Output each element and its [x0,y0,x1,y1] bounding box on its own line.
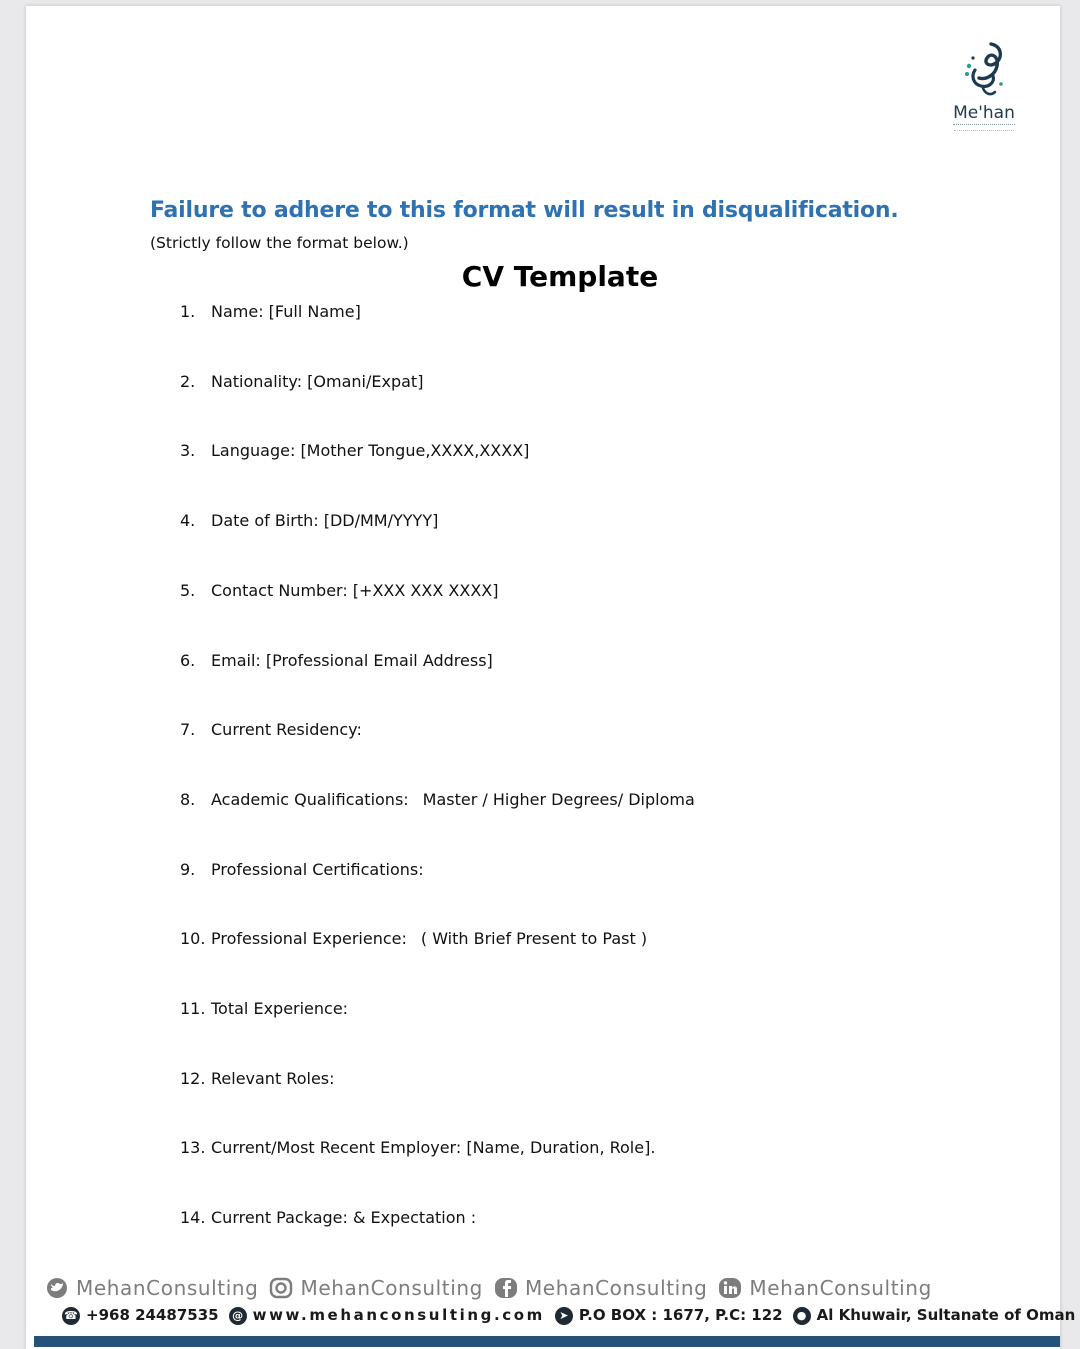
cv-field-label: Date of Birth: [DD/MM/YYYY] [211,511,439,531]
contact-detail [229,1306,545,1325]
cv-field-item [180,1069,335,1088]
letterhead-footer [26,1270,1076,1349]
cv-field-number: 2. [180,371,196,391]
cv-field-number: 11. [180,999,206,1018]
logo-wordmark: Me'han [953,103,1015,123]
cv-field-item [180,581,498,600]
format-note: (Strictly follow the format below.) [150,234,409,252]
cv-field-number: 12. [180,1068,206,1088]
cv-field-item [180,302,361,321]
contact-detail [793,1306,1076,1325]
cv-field-label: Professional Experience: [211,929,407,949]
cv-field-item [180,651,493,670]
social-handle-text: MehanConsulting [300,1276,483,1300]
logo-tagline-line [953,124,1015,127]
cv-field-item [180,372,423,391]
cv-field-number: 6. [180,650,196,670]
cv-field-label: Contact Number: [+XXX XXX XXXX] [211,580,499,600]
social-handle-text: MehanConsulting [524,1276,708,1300]
facebook-icon [493,1277,519,1299]
contact-details-row [62,1306,1080,1325]
contact-detail-text: P.O BOX : 1677, P.C: 122 [578,1306,783,1325]
social-handle [44,1276,258,1300]
cv-field-note: ( With Brief Present to Past ) [420,929,648,949]
mehan-calligraphy-icon [961,40,1007,102]
cv-field-number: 10. [180,929,206,949]
linkedin-icon [717,1277,743,1299]
disqualification-warning: Failure to adhere to this format will result in disqualification. [150,198,899,223]
cv-field-item [180,1208,476,1227]
cv-field-item [180,441,529,460]
location-pin-icon: ● [793,1307,811,1325]
send-icon: ➤ [555,1307,573,1325]
cv-field-number: 14. [180,1208,206,1228]
cv-field-label: Current Residency: [211,720,362,740]
social-handle-text: MehanConsulting [76,1276,259,1300]
contact-detail-text: +968 24487535 [86,1306,219,1325]
cv-field-label: Relevant Roles: [211,1068,335,1088]
logo-tagline-line-2 [954,130,1014,132]
social-handle-text: MehanConsulting [749,1276,932,1300]
cv-field-number: 4. [180,511,196,531]
cv-field-number: 9. [180,859,196,879]
phone-icon: ☎ [62,1307,80,1325]
mehan-logo [946,40,1022,140]
cv-field-number: 3. [180,441,196,461]
contact-detail [555,1306,783,1325]
cv-field-number: 5. [180,580,196,600]
contact-detail-text: Al Khuwair, Sultanate of Oman [816,1306,1076,1325]
cv-field-item [180,999,348,1018]
social-handle [268,1276,482,1300]
cv-field-item [180,1138,655,1157]
social-handles-row [44,1276,942,1300]
web-icon: @ [229,1307,247,1325]
cv-field-number: 8. [180,789,196,809]
cv-field-label: Nationality: [Omani/Expat] [211,371,424,391]
contact-detail-text: www.mehanconsulting.com [252,1306,545,1325]
cv-field-item [180,860,424,879]
twitter-icon [44,1277,70,1299]
cv-field-label: Total Experience: [211,999,349,1018]
cv-field-item [180,929,647,948]
cv-field-number: 1. [180,302,196,321]
cv-field-number: 13. [180,1138,206,1158]
cv-field-note: Master / Higher Degrees/ Diploma [422,789,695,809]
cv-field-label: Current Package: & Expectation : [211,1208,477,1228]
cv-field-label: Email: [Professional Email Address] [211,650,493,670]
cv-field-number: 7. [180,720,196,740]
instagram-icon [268,1277,294,1299]
cv-field-label: Academic Qualifications: [211,789,409,809]
cv-field-item [180,511,438,530]
document-title: CV Template [461,260,659,293]
cv-field-label: Professional Certifications: [211,859,424,879]
cv-field-item [180,790,695,809]
contact-detail [62,1306,219,1325]
social-handle [717,1276,931,1300]
footer-color-bar [34,1336,1060,1347]
document-page [26,6,1076,1349]
cv-field-label: Name: [Full Name] [211,302,361,321]
cv-field-item [180,720,362,739]
cv-field-label: Language: [Mother Tongue,XXXX,XXXX] [211,441,530,461]
social-handle [493,1276,707,1300]
cv-field-label: Current/Most Recent Employer: [Name, Duration, Role]. [211,1138,656,1158]
